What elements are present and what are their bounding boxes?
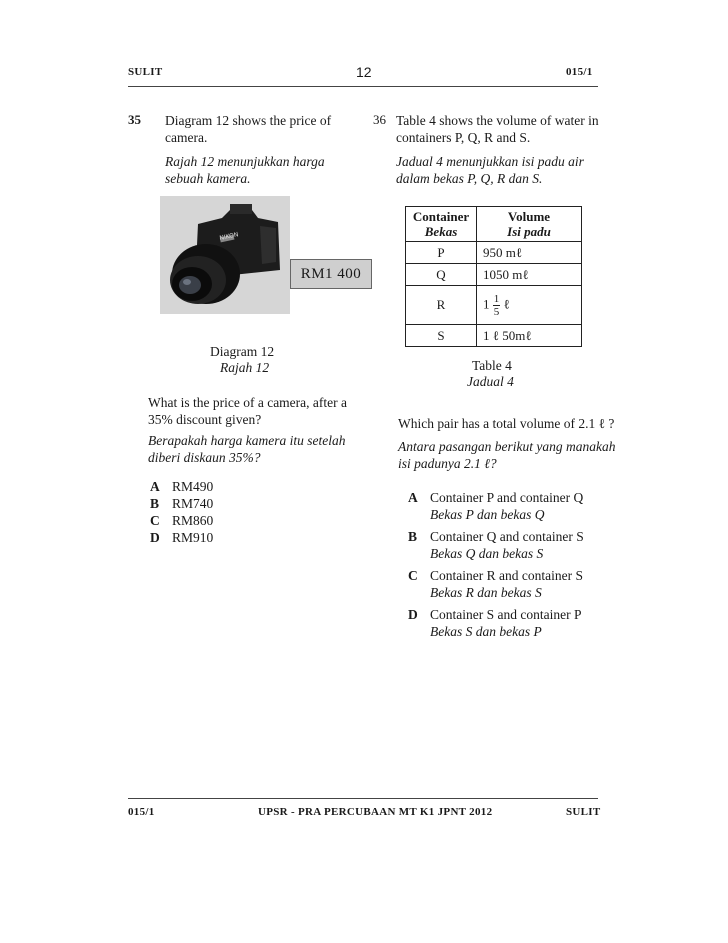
table-4-caption-ms: Jadual 4: [467, 374, 514, 389]
cell-container: P: [406, 242, 477, 264]
table-row: [406, 242, 582, 264]
table-row: [406, 325, 582, 347]
question-36-number: 36: [373, 112, 386, 127]
option-text: RM910: [172, 530, 214, 545]
option-35-c[interactable]: [150, 512, 213, 529]
camera-brand-label: NIKON: [218, 231, 240, 242]
price-tag: [290, 259, 372, 289]
option-36-c[interactable]: [408, 567, 608, 601]
cell-volume: [477, 286, 582, 325]
header-code: 015/1: [566, 66, 593, 78]
option-letter: D: [150, 530, 160, 545]
diagram-12-caption-ms: Rajah 12: [220, 360, 270, 375]
question-35-number: 35: [128, 112, 141, 127]
diagram-12-caption-en: Diagram 12: [210, 344, 275, 359]
option-35-a[interactable]: [150, 478, 213, 495]
option-35-b[interactable]: [150, 495, 213, 512]
question-36-options: [408, 489, 608, 640]
option-36-a[interactable]: [408, 489, 608, 523]
option-letter: B: [408, 529, 418, 544]
option-text-en: Container R and container S: [430, 568, 583, 583]
header-volume-en: Volume: [507, 209, 551, 224]
footer-sulit: SULIT: [566, 806, 601, 818]
cell-volume: 1050 mℓ: [477, 264, 582, 286]
question-35-intro-en: Diagram 12 shows the price of camera.: [165, 113, 332, 145]
option-36-b[interactable]: [408, 528, 608, 562]
option-letter: C: [150, 513, 160, 528]
option-35-d[interactable]: [150, 529, 213, 546]
option-text: RM490: [172, 479, 214, 494]
option-text-ms: Bekas Q dan bekas S: [430, 546, 544, 561]
cell-container: Q: [406, 264, 477, 286]
option-36-d[interactable]: [408, 606, 608, 640]
option-text-en: Container P and container Q: [430, 490, 584, 505]
question-36-intro-en: Table 4 shows the volume of water in containers P, Q, R and S.: [396, 113, 599, 145]
header-rule: [128, 86, 598, 87]
price-tag-label: RM1 400: [300, 266, 362, 282]
option-text-en: Container Q and container S: [430, 529, 584, 544]
question-35-intro-ms: Rajah 12 menunjukkan harga sebuah kamera.: [165, 154, 325, 186]
option-text: RM860: [172, 513, 214, 528]
header-volume-ms: Isi padu: [507, 224, 551, 239]
question-35-options: [150, 478, 213, 546]
question-36-stem-en: Which pair has a total volume of 2.1 ℓ ?: [398, 416, 615, 431]
table-row: [406, 286, 582, 325]
page-number: 12: [356, 64, 372, 80]
option-letter: B: [150, 496, 160, 511]
option-text-ms: Bekas S dan bekas P: [430, 624, 542, 639]
option-text: RM740: [172, 496, 214, 511]
header-container-ms: Bekas: [424, 224, 458, 239]
cell-volume: 950 mℓ: [477, 242, 582, 264]
cell-container: R: [406, 286, 477, 325]
option-text-ms: Bekas R dan bekas S: [430, 585, 542, 600]
header-sulit: SULIT: [128, 66, 163, 78]
footer-rule: [128, 798, 598, 799]
fraction: [493, 293, 501, 318]
camera-image: [160, 196, 290, 314]
unit-litre: ℓ: [503, 295, 510, 311]
footer-title: UPSR - PRA PERCUBAAN MT K1 JPNT 2012: [258, 806, 493, 818]
option-text-ms: Bekas P dan bekas Q: [430, 507, 545, 522]
question-36-intro-ms: Jadual 4 menunjukkan isi padu air dalam bekas P, Q, R dan S.: [396, 154, 584, 186]
table-header-container: [406, 207, 477, 242]
volume-table: [405, 206, 582, 347]
option-letter: C: [408, 568, 418, 583]
option-text-en: Container S and container P: [430, 607, 582, 622]
question-35-stem-en: What is the price of a camera, after a 35% discount given?: [148, 395, 348, 427]
option-letter: A: [150, 479, 160, 494]
header-container-en: Container: [412, 209, 470, 224]
option-letter: A: [408, 490, 418, 505]
table-row: [406, 264, 582, 286]
option-letter: D: [408, 607, 418, 622]
cell-container: S: [406, 325, 477, 347]
footer-code: 015/1: [128, 806, 155, 818]
camera-photo: [160, 196, 290, 314]
question-35-stem-ms: Berapakah harga kamera itu setelah diberi diskaun 35%?: [148, 433, 346, 465]
fraction-denominator: 5: [493, 305, 500, 318]
mixed-number-whole: 1: [483, 295, 490, 311]
table-header-row: [406, 207, 582, 242]
question-36-stem-ms: Antara pasangan berikut yang manakah isi padunya 2.1 ℓ?: [398, 439, 616, 471]
cell-volume: 1 ℓ 50mℓ: [477, 325, 582, 347]
fraction-numerator: 1: [493, 292, 500, 305]
table-4-caption-en: Table 4: [472, 358, 512, 373]
table-header-volume: [477, 207, 582, 242]
